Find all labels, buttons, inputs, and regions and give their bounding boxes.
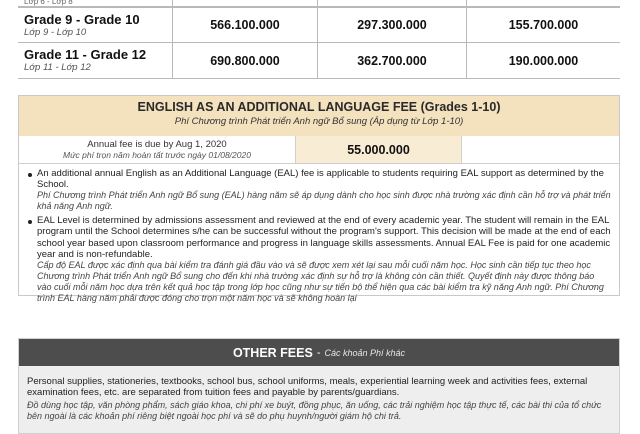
- fee-value: 297.300.000: [357, 18, 427, 32]
- eal-fee-value: 55.000.000: [296, 136, 462, 163]
- list-item: [27, 168, 611, 212]
- eal-fee-row: [19, 136, 619, 164]
- fee-value: 362.700.000: [357, 53, 427, 68]
- other-fees-text-vi: Đồ dùng học tập, văn phòng phẩm, sách giáo khoa, chi phí xe buýt, đồng phục, ăn uống, các trải nghiệm học tập thực tế, các bài thi của tổ chức bên ngoài là các khoản phí riêng biệt ngoài học phí và sẽ do phụ huynh/người giám hộ chi trả.: [27, 399, 602, 421]
- eal-fee-label: [19, 136, 296, 163]
- eal-title: ENGLISH AS AN ADDITIONAL LANGUAGE FEE (Grades 1-10): [137, 100, 501, 114]
- other-fees-header: [19, 339, 619, 366]
- grade-label: Grade 11 - Grade 12: [24, 47, 147, 62]
- bullet-text-vi: Phí Chương trình Phát triển Anh ngữ Bổ sung (EAL) hàng năm sẽ áp dụng dành cho học sinh được nhà trường xác định cần hỗ trợ và phát triển khả năng Anh ngữ.: [37, 190, 611, 212]
- fee-value: 155.700.000: [508, 18, 579, 32]
- bullet-text-en: EAL Level is determined by admissions assessment and reviewed at the end of every academic year. The student will remain in the EAL program until the School determines s/he can be successful without the program's support. This decision will be made at the end of each school year based upon classroom performance and progress in language skills assessments. Annual EAL Fee is paid for one academic year and is non-refundable.: [37, 215, 611, 260]
- grade-label-vi: Lớp 11 - Lớp 12: [24, 62, 91, 73]
- tuition-table: [18, 0, 620, 79]
- list-item: [27, 215, 611, 303]
- eal-fee-label-vi: Mức phí trọn năm hoàn tất trước ngày 01/08/2020: [63, 150, 251, 160]
- eal-header: [19, 96, 619, 136]
- eal-bullet-list: [19, 164, 619, 304]
- fee-value: 190.000.000: [508, 53, 579, 68]
- bullet-text-vi: Cấp độ EAL được xác định qua bài kiểm tra đánh giá đầu vào và sẽ được xem xét lại sau mỗi cuối năm học. Học sinh cần tiếp tục theo học Chương trình Phát triển Anh ngữ Bổ sung cho đến khi nhà trường xác định sự hỗ trợ là không còn cần thiết. Quyết định này được thông báo vào cuối mỗi năm học dựa trên kết quả học tập trong lớp học cũng như sự tiến bộ thể hiện qua các bài kiểm tra kỹ năng Anh ngữ. Phí Chương trình EAL hàng năm phải được đóng cho trọn một năm học và sẽ không hoàn lại: [37, 260, 604, 303]
- other-fees-subtitle: Các khoản Phí khác: [324, 347, 406, 358]
- grade-label: Grade 9 - Grade 10: [24, 12, 140, 27]
- grade-label-vi: Lớp 9 - Lớp 10: [24, 27, 87, 38]
- eal-subtitle: Phí Chương trình Phát triển Anh ngữ Bổ sung (Áp dụng từ Lớp 1-10): [174, 116, 464, 127]
- eal-fee-section: [18, 95, 620, 303]
- fee-value: 690.800.000: [210, 53, 280, 68]
- other-fees-title: OTHER FEES: [232, 345, 313, 360]
- bullet-text-en: An additional annual English as an Additional Language (EAL) fee is applicable to students requiring EAL support as determined by the School.: [37, 168, 604, 191]
- table-row: [18, 43, 620, 79]
- other-fees-body: [19, 366, 619, 422]
- other-fees-separator: -: [316, 346, 321, 359]
- table-row: [18, 7, 620, 43]
- other-fees-section: [18, 338, 620, 434]
- table-row: [18, 0, 620, 7]
- fee-value: 566.100.000: [210, 18, 280, 32]
- eal-fee-label-en: Annual fee is due by Aug 1, 2020: [87, 139, 227, 150]
- grade-label-vi: Lớp 6 - Lớp 8: [24, 0, 73, 6]
- other-fees-text-en: Personal supplies, stationeries, textbooks, school bus, school uniforms, meals, experiential learning week and activities fees, external examination fees, etc. are separated from tuition fees and payable by parents/guardians.: [27, 376, 588, 399]
